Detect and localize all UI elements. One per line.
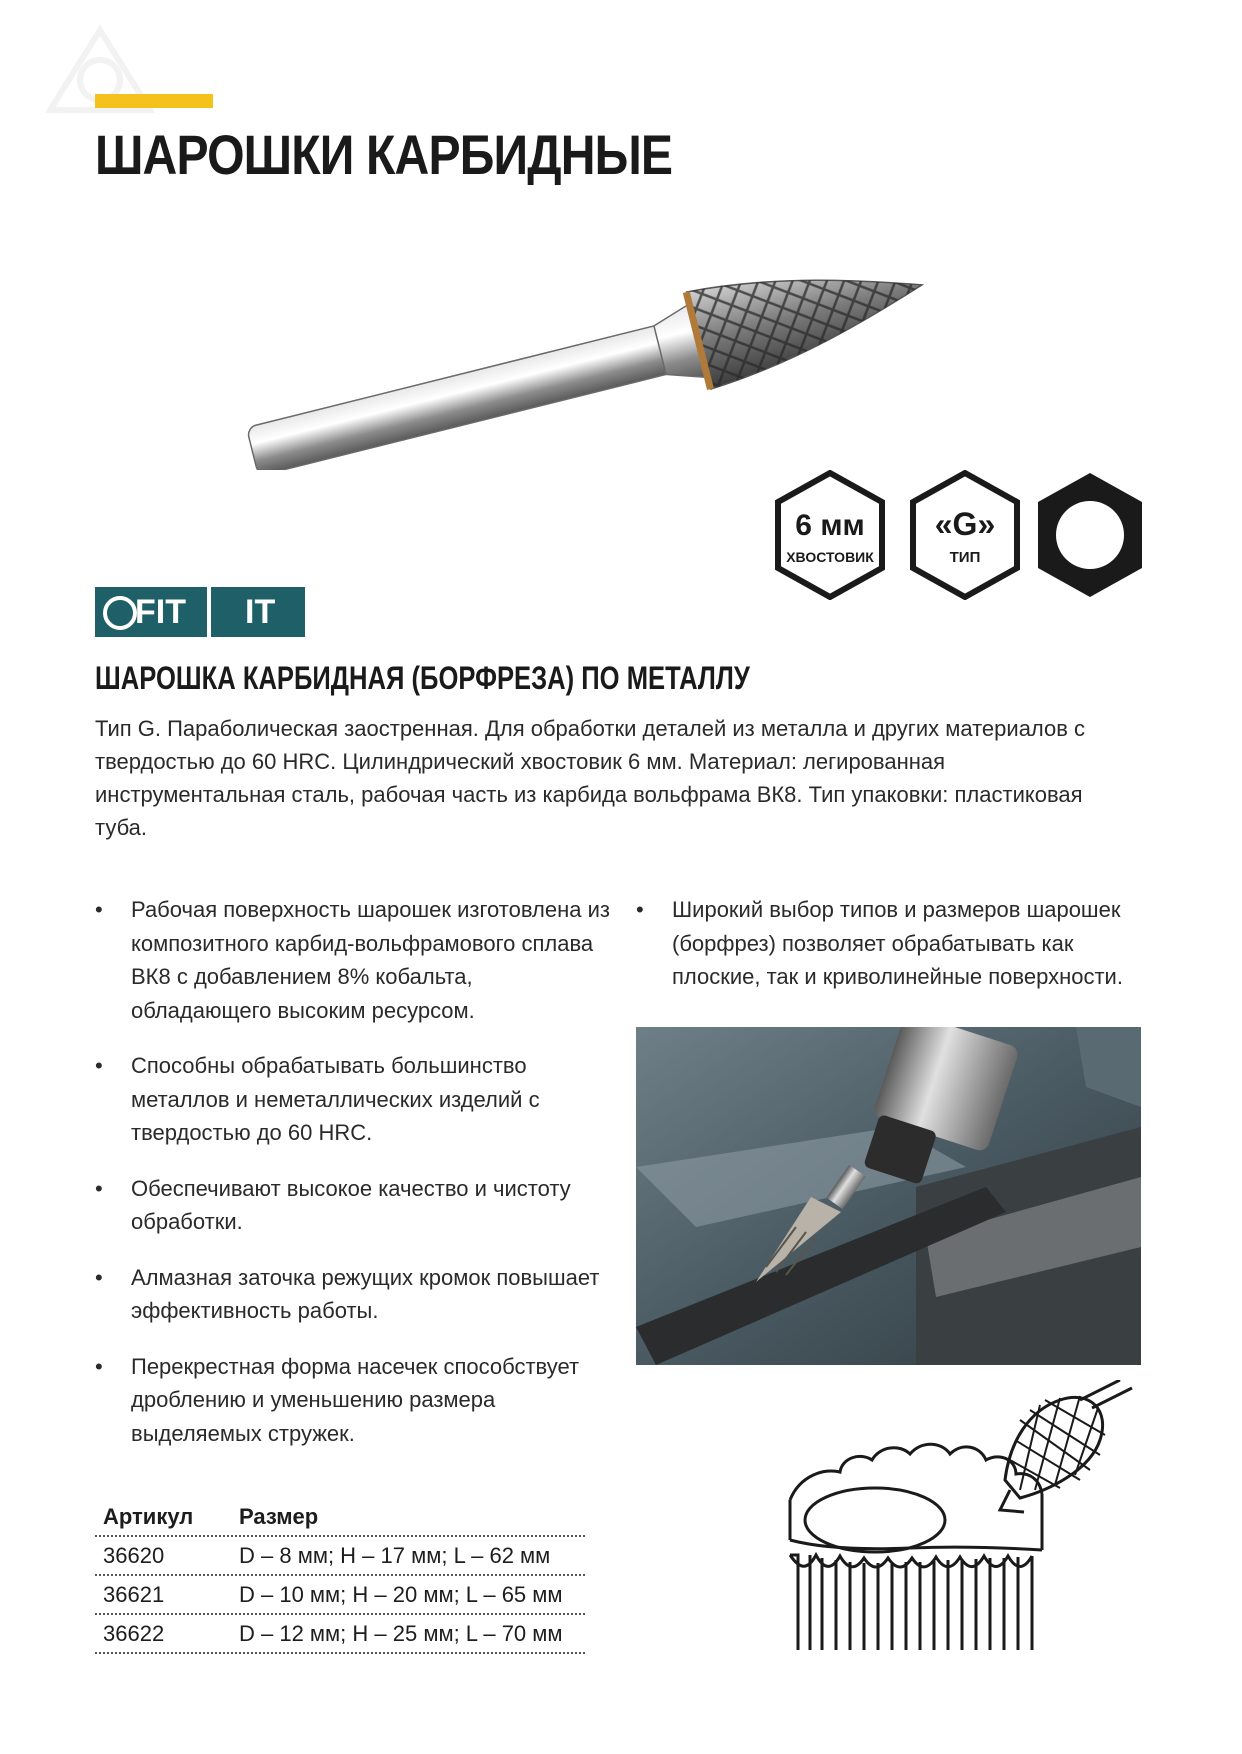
- cell-article: 36621: [103, 1581, 165, 1607]
- table-row: [95, 1537, 585, 1576]
- sku-table: [95, 1498, 585, 1654]
- type-value: «G»: [934, 506, 996, 542]
- feature-item: [95, 1350, 615, 1451]
- logo-brand: FIT: [135, 593, 186, 631]
- features-right-list: [636, 893, 1156, 1016]
- bullet-icon: •: [95, 897, 103, 922]
- feature-text: Перекрестная форма насечек способствует дроблению и уменьшению размера выделяемых стружек.: [131, 1353, 580, 1446]
- cell-article: 36620: [103, 1542, 165, 1568]
- features-left-list: [95, 893, 615, 1472]
- table-header-row: [95, 1498, 585, 1537]
- watermark-logo-icon: [20, 0, 170, 140]
- header-size: Размер: [239, 1503, 319, 1529]
- gear-deburring-drawing: [780, 1380, 1145, 1660]
- feature-text: Широкий выбор типов и размеров шарошек (борфрез) позволяет обрабатывать как плоские, так и криволинейные поверхности.: [672, 897, 1123, 989]
- carbide-burr-image: [230, 240, 1010, 470]
- feature-text: Способны обрабатывать большинство металлов и неметаллических изделий с твердостью до 60 HRC.: [131, 1053, 540, 1145]
- feature-item: [636, 893, 1156, 994]
- type-label: ТИП: [949, 549, 981, 566]
- feature-text: Рабочая поверхность шарошек изготовлена из композитного карбид-вольфрамового сплава ВК8 с добавлением 8% кобальта, обладающего высоким ресурсом.: [131, 897, 610, 1023]
- bullet-icon: •: [95, 1175, 103, 1201]
- bullet-icon: •: [636, 897, 644, 922]
- type-badge: [913, 473, 1017, 597]
- shank-size-label: ХВОСТОВИК: [786, 549, 874, 565]
- cell-size: D – 8 мм; H – 17 мм; L – 62 мм: [239, 1542, 551, 1568]
- feature-text: Алмазная заточка режущих кромок повышает эффективность работы.: [131, 1264, 600, 1323]
- cell-size: D – 12 мм; H – 25 мм; L – 70 мм: [239, 1620, 563, 1646]
- feature-item: [95, 1049, 615, 1150]
- logo-suffix: IT: [245, 593, 276, 631]
- fit-logo: [95, 587, 305, 637]
- title-accent-bar: [95, 94, 213, 108]
- product-subtitle: ШАРОШКА КАРБИДНАЯ (БОРФРЕЗА) ПО МЕТАЛЛУ: [95, 660, 750, 696]
- shank-size-value: 6 мм: [795, 509, 865, 542]
- table-row: [95, 1615, 585, 1654]
- cell-article: 36622: [103, 1620, 165, 1646]
- page-title: ШАРОШКИ КАРБИДНЫЕ: [95, 123, 673, 186]
- product-description: Тип G. Параболическая заостренная. Для обработки деталей из металла и других материалов с твердостью до 60 HRC. Цилиндрический хвостовик 6 мм. Материал: легированная инструментальная сталь, рабочая часть из карбида вольфрама ВК8. Тип упаковки: пластиковая туба.: [95, 716, 1086, 840]
- feature-item: [95, 1261, 615, 1328]
- logo-divider: [207, 587, 211, 637]
- shank-size-badge: [778, 473, 882, 597]
- bullet-icon: •: [95, 1353, 103, 1379]
- round-shank-icon: [1038, 473, 1142, 597]
- slash-circle-icon: [103, 596, 137, 630]
- bullet-icon: •: [95, 1264, 103, 1290]
- usage-photo: [636, 1027, 1141, 1365]
- feature-item: [95, 1172, 615, 1239]
- feature-item: [95, 893, 615, 1027]
- table-row: [95, 1576, 585, 1615]
- feature-badges: [775, 470, 1145, 600]
- feature-text: Обеспечивают высокое качество и чистоту обработки.: [131, 1175, 571, 1234]
- bullet-icon: •: [95, 1053, 103, 1078]
- cell-size: D – 10 мм; H – 20 мм; L – 65 мм: [239, 1581, 563, 1607]
- header-article: Артикул: [103, 1503, 194, 1529]
